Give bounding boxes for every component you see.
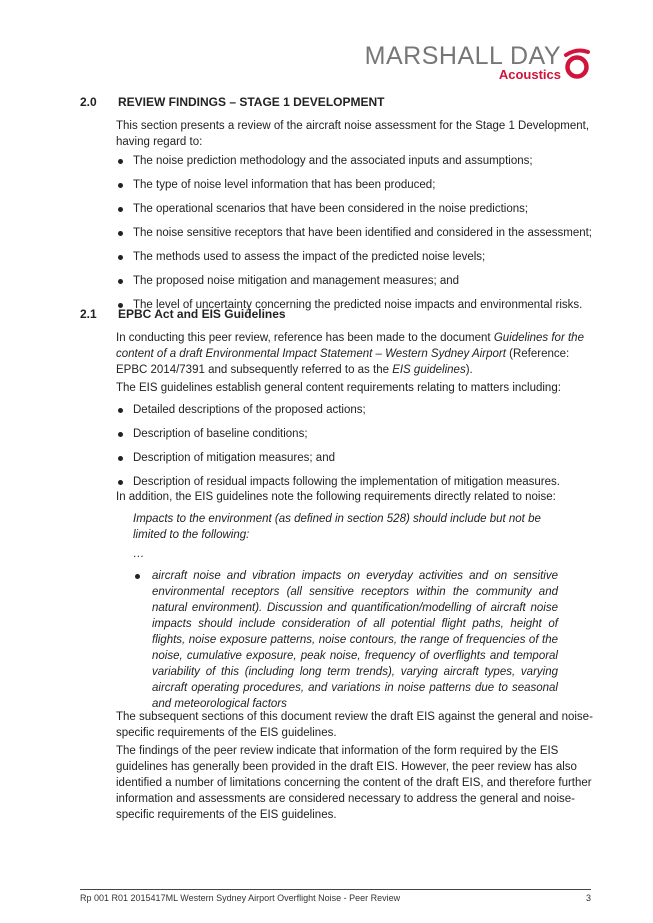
footer-divider <box>80 889 591 890</box>
list-item: The proposed noise mitigation and management measures; and <box>116 273 594 297</box>
list-item: Description of baseline conditions; <box>116 426 594 450</box>
paragraph: The subsequent sections of this document review the draft EIS against the general and noise-specific requirements of the EIS guidelines. <box>116 711 593 739</box>
list-item: Description of residual impacts following the implementation of mitigation measures. <box>116 474 594 498</box>
logo-mark-icon <box>563 46 591 80</box>
findings-paragraph: The findings of the peer review indicate that information of the form required by the EIS guidelines has generally been provided in the draft EIS. However, the peer review has also identified a number of limitations concerning the content of the draft EIS, and therefore further information and assessments are considered necessary to address the general and noise-specific requirements of the EIS guidelines. <box>116 745 592 821</box>
logo-name: MARSHALL DAY <box>364 42 561 70</box>
content-requirements-list <box>116 402 594 498</box>
list-item: The noise prediction methodology and the associated inputs and assumptions; <box>116 153 594 177</box>
section-intro: This section presents a review of the aircraft noise assessment for the Stage 1 Development, having regard to: <box>116 120 590 148</box>
list-item: The type of noise level information that has been produced; <box>116 177 594 201</box>
list-item: Description of mitigation measures; and <box>116 450 594 474</box>
section-number: 2.0 <box>80 95 97 109</box>
section-title: EPBC Act and EIS Guidelines <box>118 307 286 321</box>
list-item: The noise sensitive receptors that have been identified and considered in the assessment; <box>116 225 594 249</box>
review-criteria-list <box>116 153 594 321</box>
list-item: The level of uncertainty concerning the predicted noise impacts and environmental risks. <box>116 297 594 321</box>
paragraph: The EIS guidelines establish general content requirements relating to matters including: <box>116 382 561 394</box>
guidelines-document-title: Guidelines for the content of a draft Environmental Impact Statement – Western Sydney Airport <box>116 332 584 360</box>
paragraph: In addition, the EIS guidelines note the following requirements directly related to noise: <box>116 491 556 503</box>
quote-ellipsis: … <box>133 548 145 560</box>
list-item: Detailed descriptions of the proposed actions; <box>116 402 594 426</box>
logo-subtitle: Acoustics <box>498 67 561 82</box>
guidelines-paragraph: In conducting this peer review, reference has been made to the document Guidelines for the content of a draft Environmental Impact Statement – Western Sydney Airport (Reference: EPBC 2014/7391 and subsequently referred to as the EIS guidelines). <box>116 332 584 376</box>
company-logo <box>361 44 591 84</box>
section-title: REVIEW FINDINGS – STAGE 1 DEVELOPMENT <box>118 95 385 109</box>
quote-bullet: aircraft noise and vibration impacts on everyday activities and on sensitive environmental receptors (all sensitive receptors within the community and natural environment). Discussion and quantification/modelling of aircraft noise impacts should include consideration of all potential flight paths, height of flights, noise exposure patterns, noise contours, the range of frequencies of the noise, cumulative exposure, peak noise, frequency of overflights and temporal variability of this (including long term trends), varying aircraft types, varying aircraft operating procedures, and variations in noise patterns due to seasonal and meteorological factors <box>133 568 558 712</box>
footer-document-reference: Rp 001 R01 2015417ML Western Sydney Airport Overflight Noise - Peer Review <box>80 893 401 903</box>
section-number: 2.1 <box>80 307 97 321</box>
guideline-quote: Impacts to the environment (as defined in section 528) should include but not be limited to the following: <box>133 513 541 541</box>
list-item: The methods used to assess the impact of the predicted noise levels; <box>116 249 594 273</box>
page-number: 3 <box>585 893 591 903</box>
list-item: The operational scenarios that have been considered in the noise predictions; <box>116 201 594 225</box>
